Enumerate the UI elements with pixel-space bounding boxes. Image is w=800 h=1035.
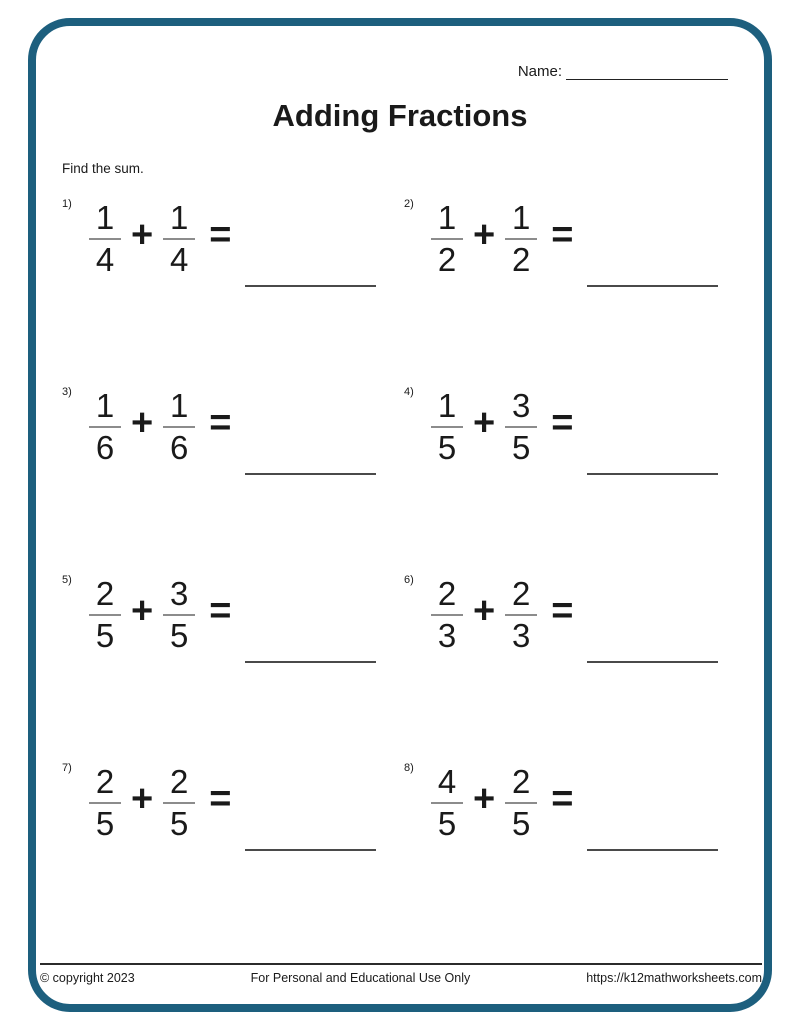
fraction-numerator: 3 [512, 387, 531, 424]
fraction-bar [163, 614, 195, 616]
plus-operator: + [473, 214, 496, 257]
fraction-denominator: 3 [512, 617, 531, 655]
fraction-addend-1 [88, 200, 122, 279]
fraction-denominator: 4 [95, 241, 115, 279]
fraction-numerator: 1 [170, 199, 189, 236]
fraction-addend-2 [162, 200, 196, 279]
problem-1 [58, 192, 400, 380]
fraction-bar [89, 426, 121, 428]
usage-text: For Personal and Educational Use Only [250, 971, 471, 985]
fraction-denominator: 2 [437, 241, 457, 279]
instruction-text: Find the sum. [62, 161, 144, 176]
fraction-numerator: 1 [95, 387, 115, 424]
fraction-addend-1 [430, 200, 464, 279]
problem-number: 4) [404, 386, 414, 398]
name-blank[interactable] [566, 60, 728, 80]
problem-5 [58, 568, 400, 756]
fraction-numerator: 2 [170, 763, 189, 800]
problem-number: 2) [404, 198, 414, 210]
fraction-addend-1 [430, 576, 464, 655]
fraction-bar [431, 426, 463, 428]
answer-blank[interactable] [245, 285, 376, 287]
fraction-bar [163, 802, 195, 804]
plus-operator: + [131, 590, 154, 633]
fraction-addend-2 [162, 764, 196, 843]
fraction-numerator: 2 [437, 575, 457, 612]
fraction-addend-1 [88, 764, 122, 843]
answer-blank[interactable] [587, 661, 718, 663]
problem-number: 6) [404, 574, 414, 586]
problem-2 [400, 192, 742, 380]
equals-sign: = [551, 778, 574, 821]
page-title: Adding Fractions [272, 98, 528, 133]
fraction-bar [163, 238, 195, 240]
problem-number: 7) [62, 762, 72, 774]
problem-number: 1) [62, 198, 72, 210]
fraction-addend-2 [162, 388, 196, 467]
plus-operator: + [131, 402, 154, 445]
answer-blank[interactable] [245, 473, 376, 475]
fraction-denominator: 6 [95, 429, 115, 467]
fraction-bar [431, 614, 463, 616]
fraction-bar [431, 238, 463, 240]
fraction-numerator: 2 [95, 763, 115, 800]
fraction-numerator: 4 [437, 763, 457, 800]
plus-operator: + [131, 778, 154, 821]
equals-sign: = [209, 214, 232, 257]
fraction-denominator: 4 [170, 241, 189, 279]
fraction-numerator: 2 [95, 575, 115, 612]
equals-sign: = [209, 778, 232, 821]
fraction-numerator: 2 [512, 763, 531, 800]
fraction-addend-2 [162, 576, 196, 655]
fraction-bar [89, 238, 121, 240]
name-label: Name: [517, 63, 562, 80]
answer-blank[interactable] [587, 285, 718, 287]
fraction-denominator: 3 [437, 617, 457, 655]
fraction-denominator: 5 [437, 805, 457, 843]
equals-sign: = [209, 590, 232, 633]
fraction-denominator: 5 [95, 617, 115, 655]
fraction-addend-2 [504, 200, 538, 279]
problem-7 [58, 756, 400, 944]
fraction-denominator: 5 [437, 429, 457, 467]
fraction-denominator: 5 [512, 805, 531, 843]
fraction-bar [505, 802, 537, 804]
equals-sign: = [209, 402, 232, 445]
fraction-addend-2 [504, 388, 538, 467]
fraction-bar [505, 614, 537, 616]
fraction-bar [163, 426, 195, 428]
name-row [518, 60, 728, 80]
fraction-bar [431, 802, 463, 804]
plus-operator: + [473, 590, 496, 633]
fraction-addend-1 [88, 388, 122, 467]
fraction-numerator: 2 [512, 575, 531, 612]
fraction-addend-2 [504, 576, 538, 655]
equals-sign: = [551, 214, 574, 257]
equals-sign: = [551, 402, 574, 445]
fraction-denominator: 5 [170, 617, 189, 655]
problem-6 [400, 568, 742, 756]
fraction-numerator: 1 [512, 199, 531, 236]
plus-operator: + [473, 402, 496, 445]
website-url: https://k12mathworksheets.com [586, 971, 762, 985]
fraction-addend-1 [430, 388, 464, 467]
fraction-denominator: 5 [512, 429, 531, 467]
fraction-bar [89, 614, 121, 616]
fraction-bar [505, 426, 537, 428]
fraction-numerator: 3 [170, 575, 189, 612]
problem-number: 5) [62, 574, 72, 586]
answer-blank[interactable] [245, 849, 376, 851]
answer-blank[interactable] [587, 473, 718, 475]
fraction-denominator: 6 [170, 429, 189, 467]
fraction-numerator: 1 [170, 387, 189, 424]
fraction-bar [89, 802, 121, 804]
copyright-text: © copyright 2023 [40, 971, 135, 985]
fraction-addend-2 [504, 764, 538, 843]
footer [40, 971, 762, 985]
plus-operator: + [473, 778, 496, 821]
fraction-denominator: 2 [512, 241, 531, 279]
problem-3 [58, 380, 400, 568]
problems-grid [58, 192, 742, 944]
fraction-denominator: 5 [170, 805, 189, 843]
footer-divider [40, 963, 762, 965]
fraction-numerator: 1 [437, 387, 457, 424]
fraction-addend-1 [88, 576, 122, 655]
equals-sign: = [551, 590, 574, 633]
problem-4 [400, 380, 742, 568]
fraction-addend-1 [430, 764, 464, 843]
fraction-denominator: 5 [95, 805, 115, 843]
problem-number: 8) [404, 762, 414, 774]
answer-blank[interactable] [245, 661, 376, 663]
fraction-numerator: 1 [95, 199, 115, 236]
plus-operator: + [131, 214, 154, 257]
fraction-bar [505, 238, 537, 240]
fraction-numerator: 1 [437, 199, 457, 236]
problem-8 [400, 756, 742, 944]
problem-number: 3) [62, 386, 72, 398]
answer-blank[interactable] [587, 849, 718, 851]
